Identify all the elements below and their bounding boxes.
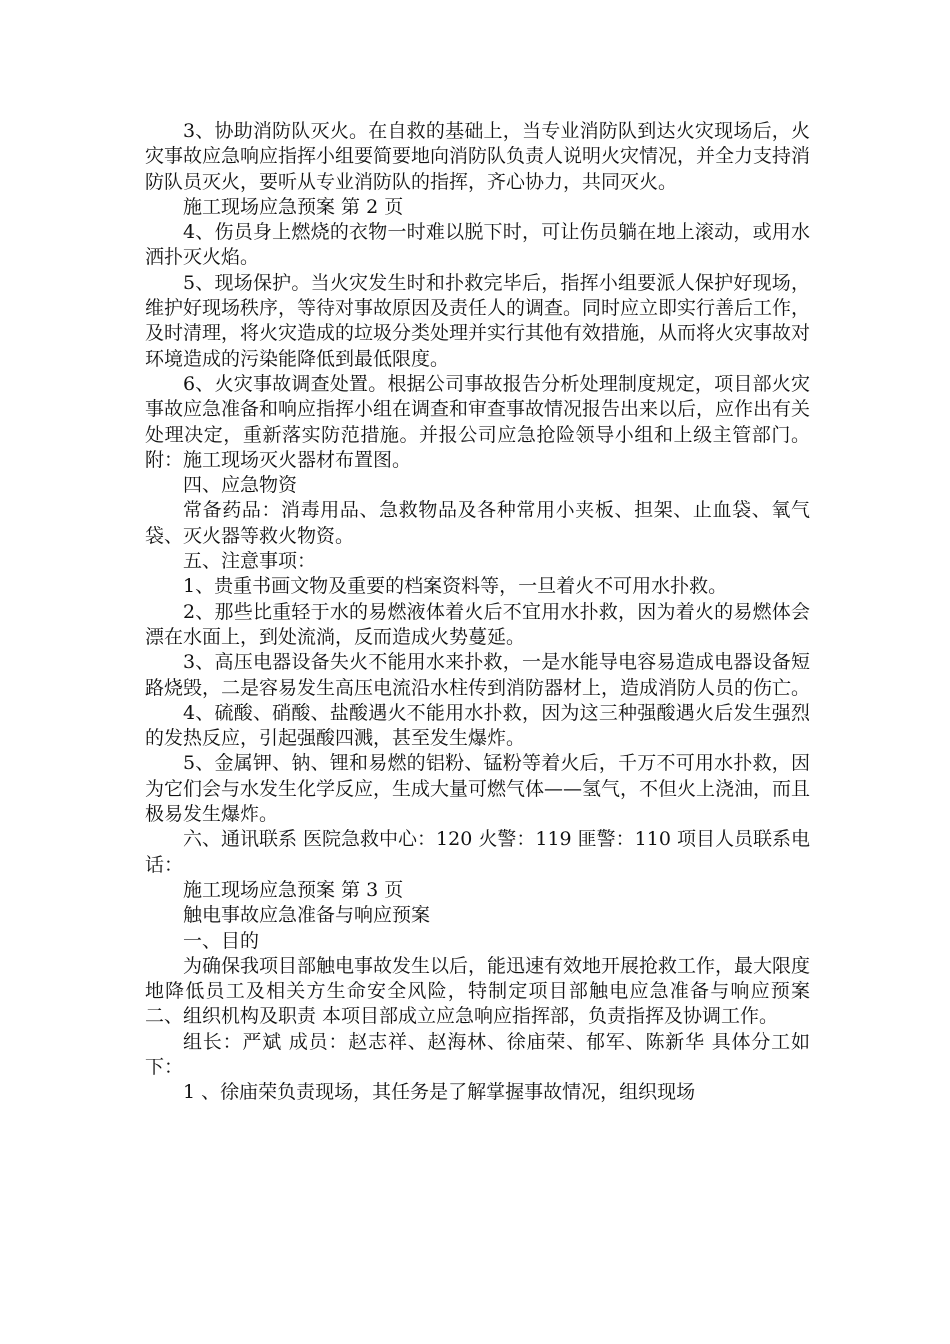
paragraph-precaution-4: 4、硫酸、硝酸、盐酸遇火不能用水扑救，因为这三种强酸遇火后发生强烈的发热反应，引起强酸四溅，甚至发生爆炸。 bbox=[145, 701, 810, 750]
paragraph-fire-investigation: 6、火灾事故调查处置。根据公司事故报告分析处理制度规定，项目部火灾事故应急准备和响应指挥小组在调查和审查事故情况报告出来以后，应作出有关处理决定，重新落实防范措施。并报公司应急抢险领导小组和上级主管部门。附：施工现场灭火器材布置图。 bbox=[145, 372, 811, 471]
paragraph-duty-1: 1 、徐庙荣负责现场，其任务是了解掌握事故情况，组织现场 bbox=[183, 1081, 696, 1104]
paragraph-precaution-5: 5、金属钾、钠、锂和易燃的铝粉、锰粉等着火后，千万不可用水扑救，因为它们会与水发生化学反应，生成大量可燃气体——氢气，不但火上浇油，而且极易发生爆炸。 bbox=[145, 752, 811, 826]
paragraph-medicine: 常备药品：消毒用品、急救物品及各种常用小夹板、担架、止血袋、氧气袋、灭火器等救火物资。 bbox=[145, 499, 810, 547]
paragraph-precaution-1: 1、贵重书画文物及重要的档案资料等，一旦着火不可用水扑救。 bbox=[183, 575, 728, 598]
paragraph-precaution-2: 2、那些比重轻于水的易燃液体着火后不宜用水扑救，因为着火的易燃体会漂在水面上，到处流淌，反而造成火势蔓延。 bbox=[145, 600, 810, 648]
heading-emergency-supplies: 四、应急物资 bbox=[183, 474, 298, 497]
document-body bbox=[145, 119, 810, 1106]
paragraph-fire-assist: 3、协助消防队灭火。在自救的基础上，当专业消防队到达火灾现场后，火灾事故应急响应指挥小组要简要地向消防队负责人说明火灾情况，并全力支持消防队员灭火，要听从专业消防队的指挥，齐心协力，共同灭火。 bbox=[145, 120, 811, 193]
paragraph-burning-clothes: 4、伤员身上燃烧的衣物一时难以脱下时，可让伤员躺在地上滚动，或用水洒扑灭火焰。 bbox=[145, 221, 810, 269]
paragraph-precaution-3: 3、高压电器设备失火不能用水来扑救，一是水能导电容易造成电器设备短路烧毁，二是容易发生高压电流沿水柱传到消防器材上，造成消防人员的伤亡。 bbox=[145, 651, 811, 699]
page-footer-3: 施工现场应急预案 第 3 页 bbox=[183, 878, 404, 901]
heading-precautions: 五、注意事项： bbox=[183, 550, 317, 573]
section-title-electric-shock: 触电事故应急准备与响应预案 bbox=[183, 904, 431, 927]
paragraph-team-members: 组长：严斌 成员：赵志祥、赵海林、徐庙荣、郁军、陈新华 具体分工如下： bbox=[145, 1030, 810, 1078]
paragraph-contacts: 六、通讯联系 医院急救中心：120 火警：119 匪警：110 项目人员联系电话： bbox=[145, 828, 810, 876]
heading-purpose: 一、目的 bbox=[183, 929, 260, 952]
page-footer-2: 施工现场应急预案 第 2 页 bbox=[183, 195, 404, 218]
paragraph-purpose: 为确保我项目部触电事故发生以后，能迅速有效地开展抢救工作，最大限度地降低员工及相关方生命安全风险，特制定项目部触电应急准备与响应预案 二、组织机构及职责 本项目部成立应急响应指挥部，负责指挥及协调工作。 bbox=[145, 954, 811, 1028]
paragraph-scene-protection: 5、现场保护。当火灾发生时和扑救完毕后，指挥小组要派人保护好现场，维护好现场秩序，等待对事故原因及责任人的调查。同时应立即实行善后工作，及时清理，将火灾造成的垃圾分类处理并实行其他有效措施，从而将火灾事故对环境造成的污染能降低到最低限度。 bbox=[145, 271, 811, 370]
